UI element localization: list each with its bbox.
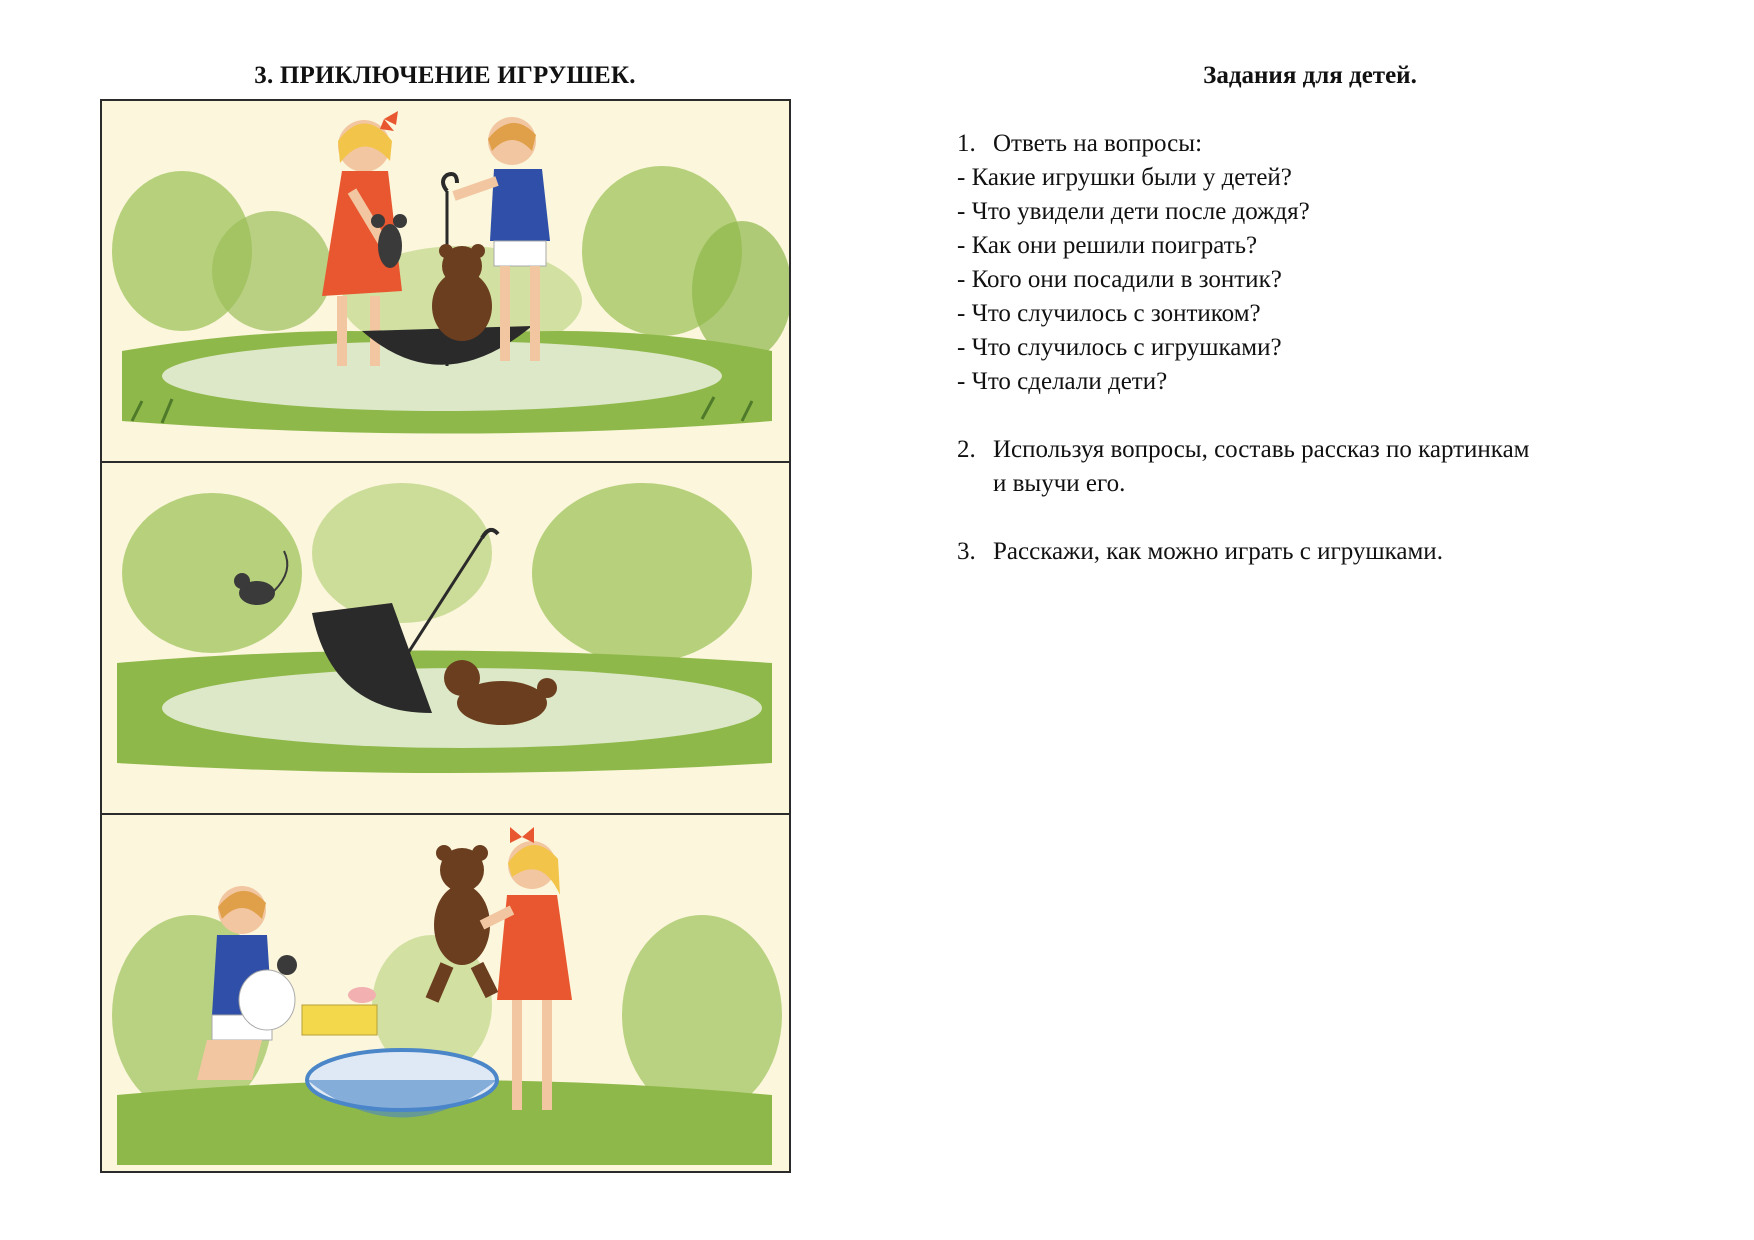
panel-2-illustration xyxy=(102,463,789,815)
task-3-number: 3. xyxy=(957,538,976,565)
task-2 xyxy=(957,433,1697,467)
task-2-line-1: Используя вопросы, составь рассказ по картинкам xyxy=(993,436,1530,463)
question-item: - Что увидели дети после дождя? xyxy=(957,198,1310,225)
task-2-number: 2. xyxy=(957,436,976,463)
tasks-title: Задания для детей. xyxy=(1203,62,1417,89)
tasks-list xyxy=(957,127,1697,569)
task-1-number: 1. xyxy=(957,130,976,157)
question-item: - Как они решили поиграть? xyxy=(957,232,1258,259)
task-3-text: Расскажи, как можно играть с игрушками. xyxy=(993,538,1443,565)
question-item: - Что сделали дети? xyxy=(957,368,1168,395)
question-item: - Кого они посадили в зонтик? xyxy=(957,266,1282,293)
task-2-line-2: и выучи его. xyxy=(993,470,1126,497)
question-item: - Какие игрушки были у детей? xyxy=(957,164,1292,191)
picture-strip xyxy=(100,99,791,1173)
task-3 xyxy=(957,535,1697,569)
panel-3-illustration xyxy=(102,815,789,1171)
question-item: - Что случилось с игрушками? xyxy=(957,334,1282,361)
question-item: - Что случилось с зонтиком? xyxy=(957,300,1261,327)
panel-1-illustration xyxy=(102,101,789,463)
page-title: 3. ПРИКЛЮЧЕНИЕ ИГРУШЕК. xyxy=(254,62,636,89)
task-1-text: Ответь на вопросы: xyxy=(993,130,1203,157)
task-1-heading xyxy=(957,127,1697,161)
